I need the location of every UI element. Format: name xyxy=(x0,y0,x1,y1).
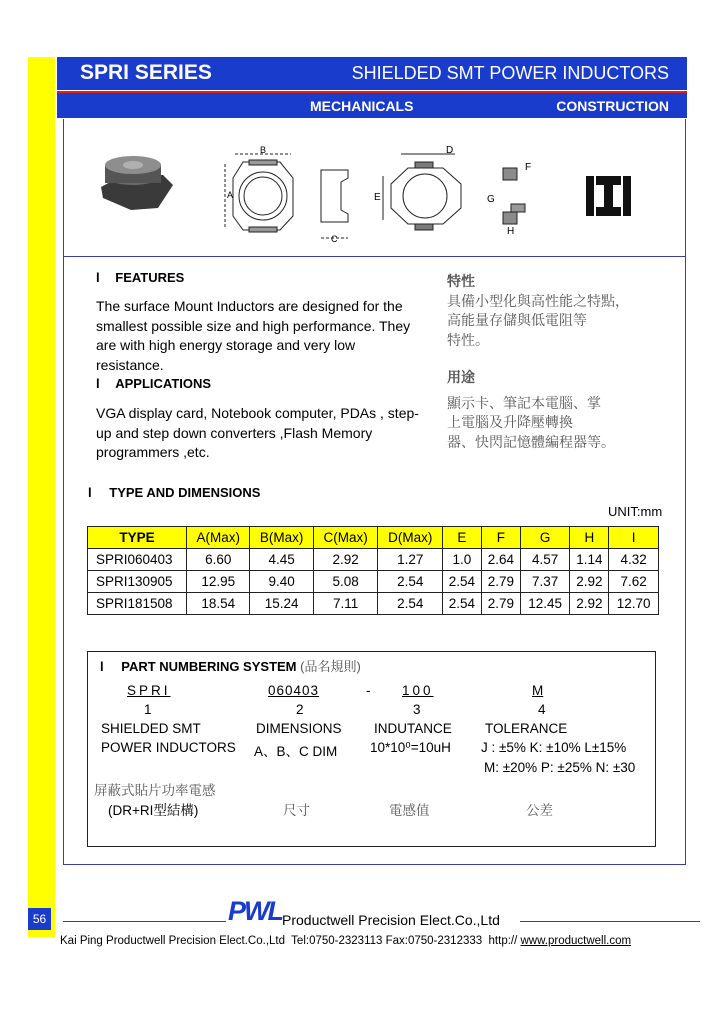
label-g: G xyxy=(487,194,495,205)
company-logo: PWL xyxy=(228,896,282,926)
column-header: B(Max) xyxy=(250,527,313,549)
table-cell: SPRI130905 xyxy=(88,571,187,593)
table-cell: 2.92 xyxy=(313,549,378,571)
series-line2: POWER INDUCTORS xyxy=(101,740,236,755)
tolerance-line3: M: ±20% P: ±25% N: ±30 xyxy=(484,760,636,775)
mechanicals-label: MECHANICALS xyxy=(310,98,414,114)
label-h: H xyxy=(507,226,515,237)
table-row xyxy=(88,571,659,593)
table-cell: 2.54 xyxy=(442,593,481,615)
table-cell: 2.79 xyxy=(481,571,520,593)
code-inductance: 100 xyxy=(402,683,434,698)
column-header: C(Max) xyxy=(313,527,378,549)
part-numbering-title: PART NUMBERING SYSTEM xyxy=(121,659,297,674)
cjk-dimensions: 尺寸 xyxy=(283,803,310,818)
applications-cjk-line: 器、快閃記憶體編程器等。 xyxy=(447,433,615,450)
table-cell: 2.64 xyxy=(481,549,520,571)
table-cell: 7.11 xyxy=(313,593,378,615)
part-numbering-title-cjk: (品名規則) xyxy=(300,659,361,674)
table-cell: 2.92 xyxy=(570,593,609,615)
column-header: D(Max) xyxy=(378,527,443,549)
section-divider xyxy=(63,256,686,257)
table-cell: 2.54 xyxy=(442,571,481,593)
pad-view-drawing xyxy=(383,154,461,230)
inductance-line2: 10*10⁰=10uH xyxy=(370,740,451,755)
table-cell: 2.54 xyxy=(378,593,443,615)
footer-line-left xyxy=(63,921,226,922)
sub-header xyxy=(57,93,687,118)
table-cell: 7.62 xyxy=(609,571,659,593)
label-d: D xyxy=(446,145,454,156)
cjk-series: 屏蔽式貼片功率電感 xyxy=(94,783,216,798)
features-line: smallest possible size and high performance. They xyxy=(96,317,411,334)
part-numbering-heading xyxy=(100,656,361,675)
table-cell: 5.08 xyxy=(313,571,378,593)
table-cell: 1.14 xyxy=(570,549,609,571)
table-cell: 9.40 xyxy=(250,571,313,593)
column-header: I xyxy=(609,527,659,549)
applications-line: up and step down converters ,Flash Memory xyxy=(96,424,373,441)
product-title: SHIELDED SMT POWER INDUCTORS xyxy=(351,63,669,83)
table-cell: 2.54 xyxy=(378,571,443,593)
cjk-structure: (DR+RI型結構) xyxy=(108,803,199,818)
column-header: F xyxy=(481,527,520,549)
label-e: E xyxy=(374,192,381,203)
company-name: Productwell Precision Elect.Co.,Ltd xyxy=(282,912,500,928)
code-tolerance: M xyxy=(532,683,544,698)
dimensions-bullet: l xyxy=(88,485,92,500)
column-header: H xyxy=(570,527,609,549)
cjk-inductance: 電感值 xyxy=(389,803,430,818)
features-text xyxy=(96,297,426,375)
table-header-row xyxy=(88,527,659,549)
name-series: SHIELDED SMT xyxy=(101,721,201,736)
page-number: 56 xyxy=(28,908,51,930)
features-cjk xyxy=(447,272,667,350)
features-heading xyxy=(96,270,184,285)
table-cell: 18.54 xyxy=(187,593,250,615)
series-title: SPRI SERIES xyxy=(80,61,212,84)
code-dimensions: 060403 xyxy=(268,683,320,698)
inductor-photo xyxy=(101,156,173,210)
side-view-drawing xyxy=(321,170,348,238)
label-a: A xyxy=(227,190,234,200)
website-link[interactable]: www.productwell.com xyxy=(520,935,632,947)
pad-layout-drawing xyxy=(503,168,525,224)
table-cell: 12.70 xyxy=(609,593,659,615)
top-view-drawing xyxy=(225,154,293,232)
index-2: 2 xyxy=(296,702,304,717)
series-header xyxy=(57,57,687,90)
features-line: are with high energy storage and very low xyxy=(96,337,356,353)
construction-label: CONSTRUCTION xyxy=(556,98,669,114)
index-4: 4 xyxy=(538,702,546,717)
features-bullet: l xyxy=(96,270,100,285)
applications-cjk-line: 上電腦及升降壓轉換 xyxy=(447,414,573,430)
column-header: G xyxy=(520,527,570,549)
applications-cjk-line: 顯示卡、筆記本電腦、掌 xyxy=(447,394,601,411)
unit-label: UNIT:mm xyxy=(608,504,663,519)
column-header: E xyxy=(442,527,481,549)
table-cell: 7.37 xyxy=(520,571,570,593)
table-row xyxy=(88,549,659,571)
applications-title: APPLICATIONS xyxy=(115,376,212,391)
construction-symbol xyxy=(586,176,631,216)
code-series: SPRI xyxy=(127,683,171,698)
column-header: TYPE xyxy=(88,527,187,549)
column-header: A(Max) xyxy=(187,527,250,549)
table-cell: 2.79 xyxy=(481,593,520,615)
label-f: F xyxy=(525,162,532,173)
features-cjk-line: 具備小型化與高性能之特點， xyxy=(447,292,629,309)
applications-cjk xyxy=(447,368,667,452)
name-tolerance: TOLERANCE xyxy=(485,721,568,736)
features-line: The surface Mount Inductors are designed for the xyxy=(96,298,403,314)
yellow-side-bar xyxy=(28,57,55,937)
table-cell: 4.57 xyxy=(520,549,570,571)
name-inductance: INDUTANCE xyxy=(374,721,452,736)
contact-text: Kai Ping Productwell Precision Elect.Co.,Ltd Tel:0750-2323113 Fax:0750-2312333 http:// xyxy=(60,935,521,947)
table-cell: 12.45 xyxy=(520,593,570,615)
footer-line-right xyxy=(520,921,700,922)
dimensions-title: TYPE AND DIMENSIONS xyxy=(109,485,261,500)
table-row xyxy=(88,593,659,615)
dimensions-line2: A、B、C DIM xyxy=(254,744,338,759)
applications-line: VGA display card, Notebook computer, PDAs , step- xyxy=(96,405,419,421)
features-line: resistance. xyxy=(96,356,164,373)
name-dimensions: DIMENSIONS xyxy=(256,721,342,736)
table-cell: 6.60 xyxy=(187,549,250,571)
dimensions-heading xyxy=(88,485,260,500)
applications-heading xyxy=(96,376,211,391)
code-dash: - xyxy=(366,683,371,698)
applications-cjk-title: 用途 xyxy=(447,369,475,385)
part-numbering-bullet: l xyxy=(100,659,104,674)
dimensions-table xyxy=(87,526,659,615)
applications-text xyxy=(96,404,426,463)
features-cjk-title: 特性 xyxy=(447,273,475,289)
applications-line: programmers ,etc. xyxy=(96,444,210,460)
label-c: C xyxy=(331,234,338,244)
cjk-tolerance: 公差 xyxy=(526,803,553,818)
index-3: 3 xyxy=(413,702,421,717)
table-cell: 2.92 xyxy=(570,571,609,593)
features-title: FEATURES xyxy=(115,270,185,285)
table-cell: 12.95 xyxy=(187,571,250,593)
features-cjk-line: 高能量存儲與低電阻等 xyxy=(447,312,587,328)
table-cell: 1.0 xyxy=(442,549,481,571)
tolerance-line2: J : ±5% K: ±10% L±15% xyxy=(481,740,627,755)
mechanical-drawings xyxy=(63,120,686,256)
features-cjk-line: 特性。 xyxy=(447,331,489,348)
table-cell: 1.27 xyxy=(378,549,443,571)
table-cell: 15.24 xyxy=(250,593,313,615)
table-cell: 4.45 xyxy=(250,549,313,571)
table-cell: SPRI181508 xyxy=(88,593,187,615)
applications-bullet: l xyxy=(96,376,100,391)
label-b: B xyxy=(260,145,267,155)
index-1: 1 xyxy=(144,702,152,717)
table-cell: 4.32 xyxy=(609,549,659,571)
table-cell: SPRI060403 xyxy=(88,549,187,571)
contact-line xyxy=(60,935,631,947)
